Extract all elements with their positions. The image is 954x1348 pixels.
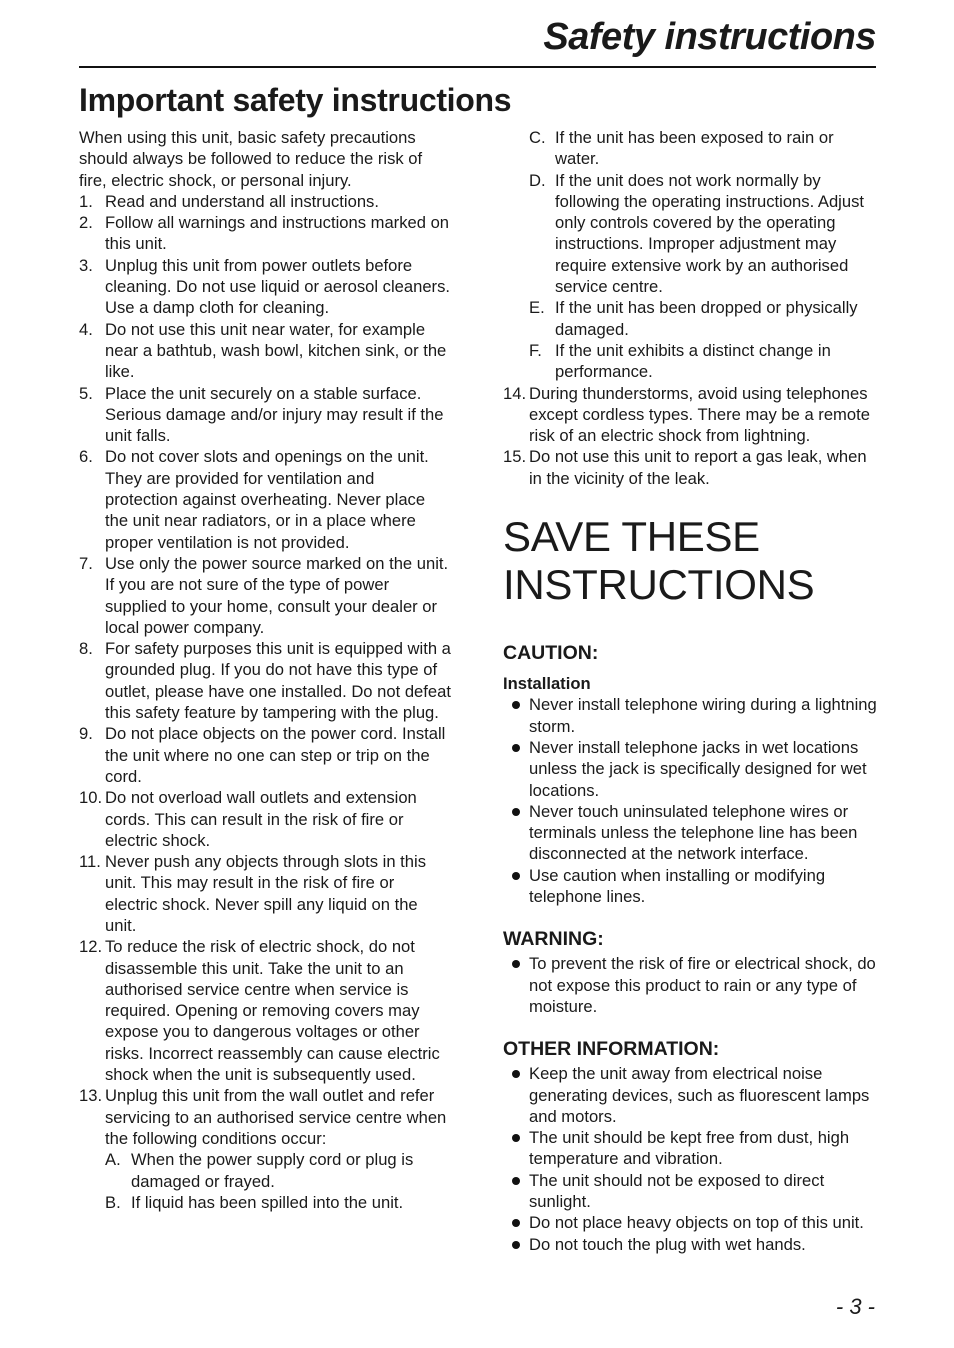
sub-list-item: [529, 340, 879, 383]
list-item: [79, 255, 451, 319]
installation-subheading: Installation: [503, 674, 591, 694]
sub-item-letter: B.: [105, 1192, 121, 1212]
intro-paragraph: When using this unit, basic safety precautions should always be followed to reduce the risk of fire, electric shock, or personal injury.: [79, 128, 423, 190]
list-item: [79, 383, 451, 447]
other-bullet: [503, 1127, 879, 1170]
item-text: Do not place objects on the power cord. Install the unit where no one can step or trip on the cord.: [105, 724, 446, 786]
caution-bullet: [503, 865, 879, 908]
caution-bullet: [503, 737, 879, 801]
item-text: To reduce the risk of electric shock, do not disassemble this unit. Take the unit to an authorised service centre when service is required. Opening or removing covers may expose you to dangerous voltages or other risks. Incorrect reassembly can cause electric shock when the unit is subsequently used.: [105, 937, 440, 1085]
other-bullet: [503, 1234, 879, 1255]
sub-list-item: [529, 127, 879, 170]
sub-list-continued: [529, 127, 879, 383]
item-number: 15.: [503, 447, 527, 467]
item-text: Read and understand all instructions.: [105, 191, 379, 211]
sub-item-letter: A.: [105, 1150, 121, 1170]
caution-bullet: [503, 694, 879, 737]
warning-bullet: [503, 953, 879, 1017]
item-number: 2.: [79, 213, 93, 233]
page-number: - 3 -: [835, 1294, 875, 1319]
item-number: 3.: [79, 255, 93, 275]
item-number: 12.: [79, 937, 103, 957]
item-text: Unplug this unit from the wall outlet and refer servicing to an authorised service centre when the following conditions occur:: [105, 1086, 447, 1148]
left-column: [79, 127, 451, 1213]
list-item: [503, 383, 879, 447]
bullet-icon: [503, 1063, 529, 1127]
sub-item-letter: E.: [529, 298, 545, 318]
item-text: Do not cover slots and openings on the unit. They are provided for ventilation and protection against overheating. Never place the unit near radiators, or in a place where proper ventilation is not provided.: [105, 447, 429, 552]
bullet-text: Do not touch the plug with wet hands.: [529, 1234, 806, 1254]
item-text: Unplug this unit from power outlets before cleaning. Do not use liquid or aerosol cleaners. Use a damp cloth for cleaning.: [105, 255, 450, 318]
item-number: 8.: [79, 639, 93, 659]
item-number: 4.: [79, 319, 93, 339]
list-item: [79, 191, 451, 212]
bullet-text: Keep the unit away from electrical noise generating devices, such as fluorescent lamps and motors.: [529, 1064, 870, 1126]
bullet-icon: [503, 737, 529, 801]
item-number: 11.: [79, 852, 101, 872]
item-text: For safety purposes this unit is equipped with a grounded plug. If you do not have this type of outlet, please have one installed. Do not defeat this safety feature by tampering with the plug.: [105, 639, 451, 723]
caution-bullet: [503, 801, 879, 865]
bullet-text: To prevent the risk of fire or electrical shock, do not expose this product to rain or any type of moisture.: [529, 954, 876, 1016]
sub-item-text: If the unit exhibits a distinct change in performance.: [555, 340, 831, 382]
sub-list-item: [529, 297, 879, 340]
bullet-icon: [503, 694, 529, 737]
item-text: Never push any objects through slots in this unit. This may result in the risk of fire or electric shock. Never spill any liquid on the unit.: [105, 852, 426, 935]
page-header: [79, 12, 876, 68]
list-item: [79, 638, 451, 723]
item-number: 7.: [79, 553, 93, 573]
list-item: [79, 851, 451, 936]
sub-item-text: If the unit has been dropped or physically damaged.: [555, 298, 858, 339]
bullet-icon: [503, 953, 529, 1017]
item-number: 5.: [79, 383, 93, 403]
sub-item-text: When the power supply cord or plug is damaged or frayed.: [131, 1150, 414, 1191]
item-text: Place the unit securely on a stable surface. Serious damage and/or injury may result if the unit falls.: [105, 383, 444, 446]
sub-item-text: If the unit does not work normally by following the operating instructions. Adjust only controls covered by the operating instructions. Improper adjustment may require extensive work by an authorised service centre.: [555, 170, 865, 297]
bullet-text: Do not place heavy objects on top of this unit.: [529, 1213, 864, 1233]
list-item: [503, 446, 879, 489]
item-text: During thunderstorms, avoid using telephones except cordless types. There may be a remote risk of an electric shock from lightning.: [529, 383, 870, 446]
other-bullet: [503, 1212, 879, 1233]
bullet-icon: [503, 1234, 529, 1255]
list-item: [79, 553, 451, 638]
sub-list-item: [105, 1149, 451, 1192]
bullet-text: The unit should be kept free from dust, high temperature and vibration.: [529, 1128, 850, 1169]
bullet-icon: [503, 1127, 529, 1170]
bullet-icon: [503, 1212, 529, 1233]
item-number: 1.: [79, 191, 93, 211]
list-item: [79, 723, 451, 787]
list-item: [79, 212, 451, 255]
other-bullet: [503, 1170, 879, 1213]
item-text: Use only the power source marked on the unit. If you are not sure of the type of power supplied to your home, consult your dealer or local power company.: [105, 553, 449, 637]
item-number: 6.: [79, 447, 93, 467]
right-column: [503, 127, 879, 1255]
sub-list-item: [529, 170, 879, 298]
save-instructions-title: SAVE THESE INSTRUCTIONS: [503, 513, 815, 609]
item-number: 9.: [79, 724, 93, 744]
section-title: Important safety instructions: [79, 82, 512, 118]
bullet-icon: [503, 1170, 529, 1213]
warning-heading: WARNING:: [503, 928, 604, 951]
list-item: [79, 936, 451, 1085]
bullet-icon: [503, 801, 529, 865]
other-information-heading: OTHER INFORMATION:: [503, 1038, 720, 1061]
item-text: Do not overload wall outlets and extension cords. This can result in the risk of fire or electric shock.: [105, 788, 417, 850]
sub-item-letter: F.: [529, 340, 542, 360]
sub-list-item: [105, 1192, 451, 1213]
caution-heading: CAUTION:: [503, 642, 599, 665]
sub-item-letter: C.: [529, 128, 546, 147]
bullet-text: The unit should not be exposed to direct sunlight.: [529, 1170, 825, 1211]
item-text: Follow all warnings and instructions marked on this unit.: [105, 213, 450, 254]
page-header-title: Safety instructions: [543, 16, 876, 58]
sub-item-letter: D.: [529, 170, 546, 190]
item-text: Do not use this unit near water, for example near a bathtub, wash bowl, kitchen sink, or the like.: [105, 319, 447, 382]
sub-list: [105, 1149, 451, 1213]
sub-item-text: If liquid has been spilled into the unit.: [131, 1192, 404, 1212]
bullet-text: Never touch uninsulated telephone wires or terminals unless the telephone line has been disconnected at the network interface.: [529, 801, 858, 864]
item-number: 13.: [79, 1086, 103, 1106]
item-number: 14.: [503, 383, 527, 403]
bullet-icon: [503, 865, 529, 908]
other-bullet: [503, 1063, 879, 1127]
bullet-text: Never install telephone jacks in wet locations unless the jack is specifically designed for wet locations.: [529, 737, 867, 800]
item-number: 10.: [79, 788, 103, 808]
list-item: [79, 787, 451, 851]
bullet-text: Use caution when installing or modifying telephone lines.: [529, 865, 826, 907]
list-item: [79, 319, 451, 383]
item-text: Do not use this unit to report a gas leak, when in the vicinity of the leak.: [529, 447, 867, 488]
list-item: [79, 446, 451, 552]
sub-item-text: If the unit has been exposed to rain or water.: [555, 128, 834, 169]
bullet-text: Never install telephone wiring during a lightning storm.: [529, 695, 877, 736]
list-item: [79, 1085, 451, 1149]
